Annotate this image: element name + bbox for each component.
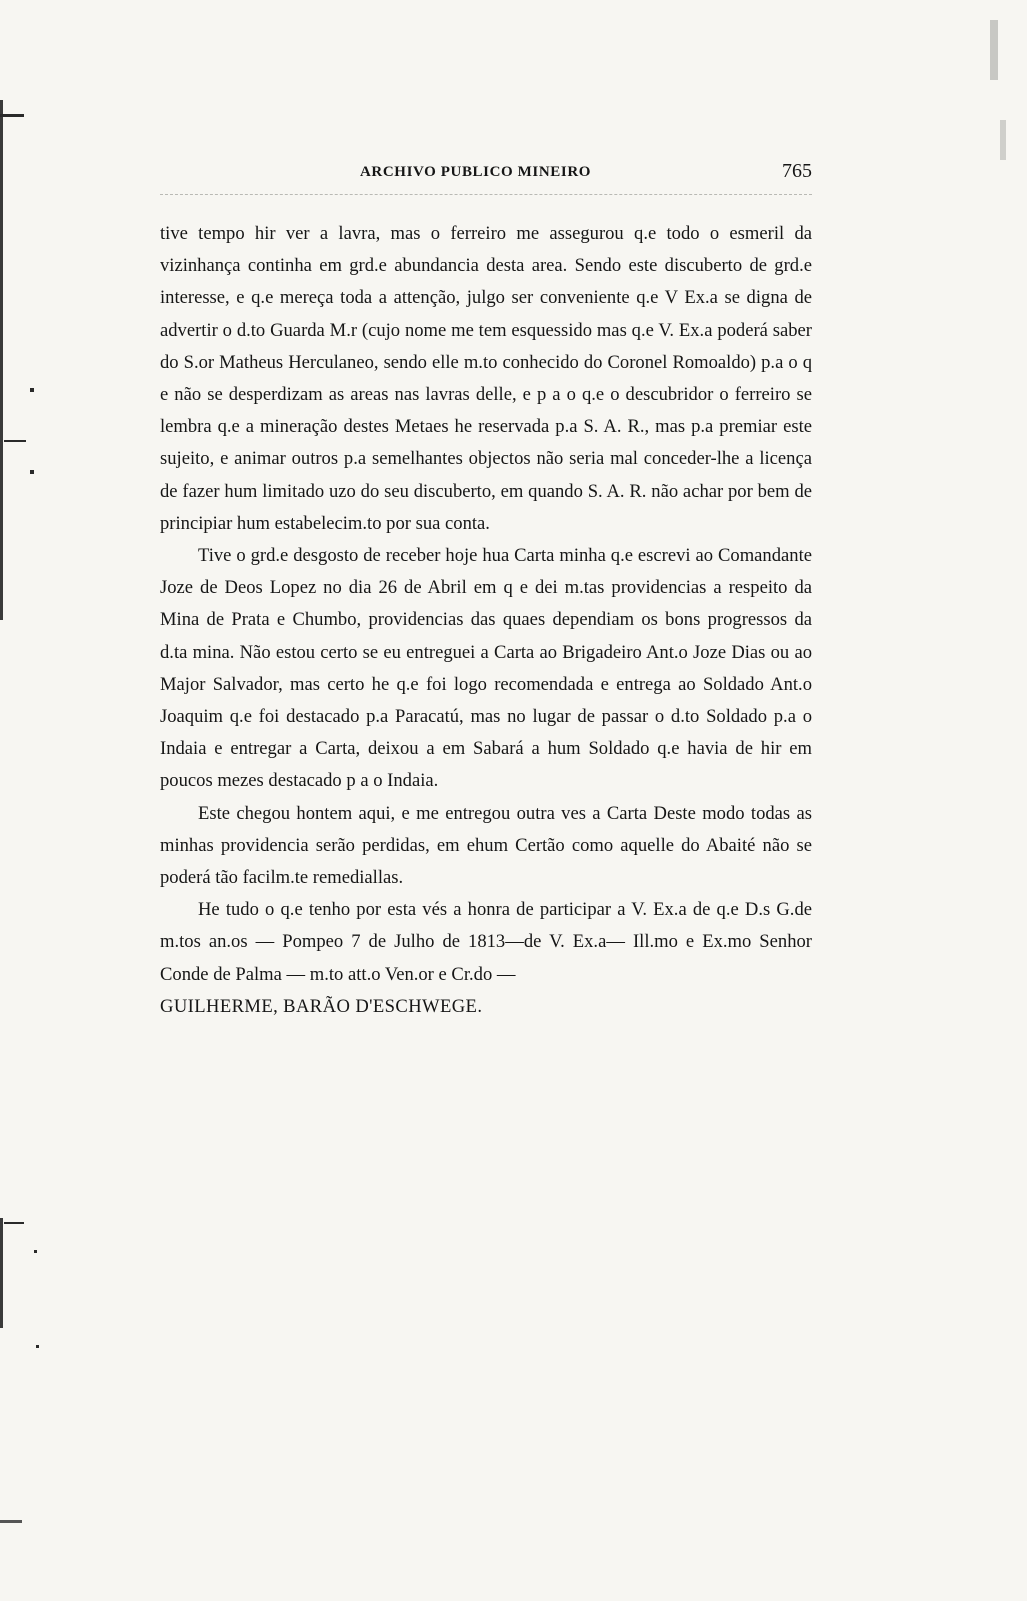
- paragraph-1: tive tempo hir ver a lavra, mas o ferreiro me assegurou q.e todo o esmeril da vizinhança continha em grd.e abundancia desta area. Sendo este discuberto de grd.e interesse, e q.e mereça toda a attenção, julgo ser conveniente q.e V Ex.a se digna de advertir o d.to Guarda M.r (cujo nome me tem esquessido mas q.e V. Ex.a poderá saber do S.or Matheus Herculaneo, sendo elle m.to conhecido do Coronel Romoaldo) p.a o q e não se desperdizam as areas nas lavras delle, e p a o q.e o descubridor o ferreiro se lembra q.e a mineração destes Metaes he reservada p.a S. A. R., mas p.a premiar este sujeito, e animar outros p.a semelhantes objectos não seria mal conceder-lhe a licença de fazer hum limitado uzo do seu discuberto, em quando S. A. R. não achar por bem de principiar hum estabelecim.to por sua conta.: [160, 223, 812, 534]
- scan-margin-mark: [0, 1520, 22, 1523]
- scan-margin-mark: [30, 470, 34, 474]
- scan-edge-speck: [990, 20, 998, 80]
- body-text: [160, 218, 812, 1023]
- page-header: [160, 160, 812, 186]
- header-rule: [160, 194, 812, 195]
- scan-margin-mark: [0, 100, 3, 620]
- scan-margin-mark: [36, 1345, 39, 1348]
- scan-margin-mark: [0, 1218, 3, 1328]
- scan-edge-speck: [1000, 120, 1006, 160]
- running-title: ARCHIVO PUBLICO MINEIRO: [360, 164, 592, 180]
- scan-margin-mark: [30, 388, 34, 392]
- scan-margin-mark: [4, 440, 26, 442]
- page-number: 765: [782, 160, 812, 182]
- paragraph-2: Tive o grd.e desgosto de receber hoje hua Carta minha q.e escrevi ao Comandante Joze de Deos Lopez no dia 26 de Abril em q e dei m.tas providencias a respeito da Mina de Prata e Chumbo, providencias das quaes dependiam os bons progressos da d.ta mina. Não estou certo se eu entreguei a Carta ao Brigadeiro Ant.o Joze Dias ou ao Major Salvador, mas certo he q.e foi logo recomendada e entrega ao Soldado Ant.o Joaquim q.e foi destacado p.a Paracatú, mas no lugar de passar o d.to Soldado p.a o Indaia e entregar a Carta, deixou a em Sabará a hum Soldado q.e havia de hir em poucos mezes destacado p a o Indaia.: [160, 545, 812, 792]
- paragraph-3: Este chegou hontem aqui, e me entregou outra ves a Carta Deste modo todas as minhas providencia serão perdidas, em ehum Certão como aquelle do Abaité não se poderá tão facilm.te remediallas.: [160, 802, 812, 889]
- scan-margin-mark: [34, 1250, 37, 1253]
- signature: GUILHERME, BARÃO D'ESCHWEGE.: [160, 995, 483, 1017]
- paragraph-4: He tudo o q.e tenho por esta vés a honra de participar a V. Ex.a de q.e D.s G.de m.tos an.os — Pompeo 7 de Julho de 1813—de V. Ex.a— Ill.mo e Ex.mo Senhor Conde de Palma — m.to att.o Ven.or e Cr.do —: [160, 899, 812, 985]
- scan-margin-mark: [4, 1222, 24, 1224]
- scan-margin-mark: [0, 114, 24, 117]
